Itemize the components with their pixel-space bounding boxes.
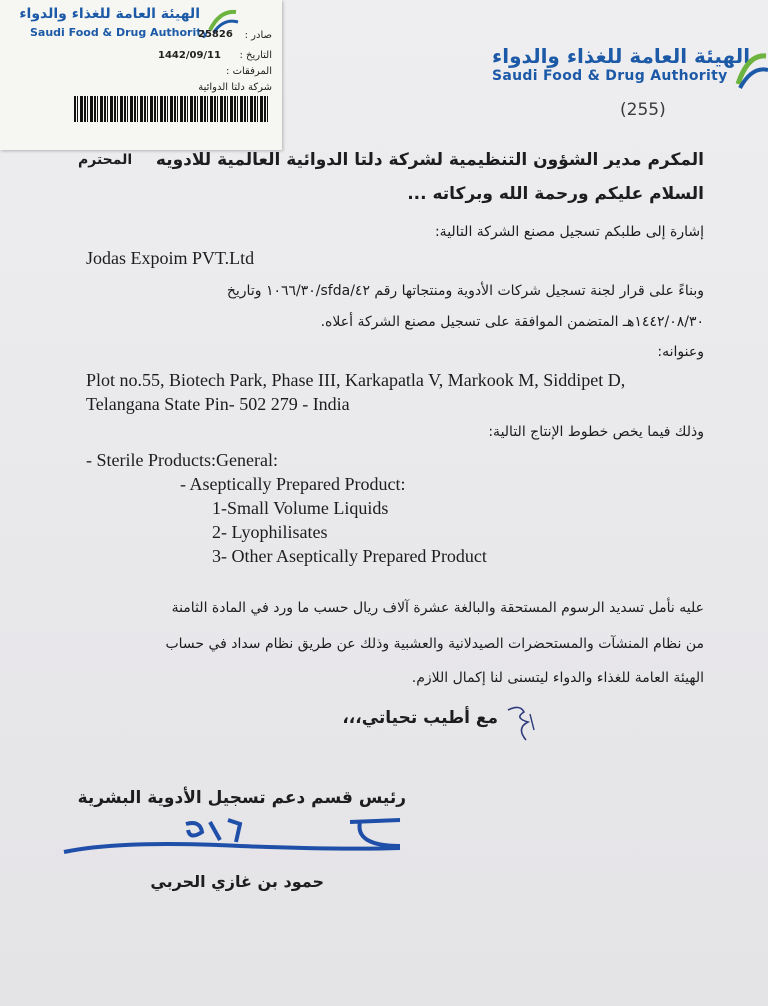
- stamp-authority-en: Saudi Food & Drug Authority: [30, 26, 209, 39]
- intro-text: إشارة إلى طلبكم تسجيل مصنع الشركة التالية:: [434, 224, 704, 240]
- closing: مع أطيب تحياتي،،،: [342, 708, 498, 728]
- production-lines-label: وذلك فيما يخص خطوط الإنتاج التالية:: [488, 424, 704, 440]
- address-line-1: Plot no.55, Biotech Park, Phase III, Karkapatla V, Markook M, Siddipet D,: [86, 370, 626, 390]
- address-line-2: Telangana State Pin- 502 279 - India: [86, 394, 350, 414]
- header-authority-en: Saudi Food & Drug Authority: [492, 68, 728, 84]
- address-label: وعنوانه:: [657, 344, 704, 360]
- registry-stamp: [0, 0, 282, 150]
- product-subcategory: - Aseptically Prepared Product:: [180, 474, 406, 494]
- signatory-title: رئيس قسم دعم تسجيل الأدوية البشرية: [77, 788, 406, 808]
- fees-line-1: عليه نأمل تسديد الرسوم المستحقة والبالغة عشرة آلاف ريال حسب ما ورد في المادة الثامنة: [171, 600, 704, 616]
- fees-line-3: الهيئة العامة للغذاء والدواء ليتسنى لنا إكمال اللازم.: [411, 670, 704, 686]
- product-item: 3- Other Aseptically Prepared Product: [212, 546, 487, 566]
- company-name: Jodas Expoim PVT.Ltd: [86, 248, 255, 268]
- reference-number: (255): [620, 100, 666, 120]
- product-category: - Sterile Products:General:: [86, 450, 278, 470]
- honorific: المحترم: [78, 152, 133, 168]
- salutation: المكرم مدير الشؤون التنظيمية لشركة دلتا الدوائية العالمية للادويه: [155, 150, 704, 170]
- stamp-issued-number: 25826: [198, 29, 233, 40]
- stamp-attachments-label: المرفقات :: [226, 66, 272, 77]
- stamp-date-value: 1442/09/11: [158, 50, 221, 61]
- initials-scribble-icon: [500, 700, 540, 746]
- stamp-authority-ar: الهيئة العامة للغذاء والدواء: [19, 6, 200, 22]
- sfda-header-logo-icon: [734, 48, 768, 92]
- decision-line-1: وبناءً على قرار لجنة تسجيل شركات الأدوية ومنتجاتها رقم ٤٢/sfda/١٠٦٦/٣٠ وتاريخ: [226, 283, 704, 299]
- product-item: 2- Lyophilisates: [212, 522, 328, 542]
- fees-line-2: من نظام المنشآت والمستحضرات الصيدلانية والعشبية وذلك عن طريق نظام سداد في حساب: [165, 636, 704, 652]
- stamp-company: شركة دلتا الدوائية: [198, 82, 272, 93]
- product-item: 1-Small Volume Liquids: [212, 498, 389, 518]
- header-authority-ar: الهيئة العامة للغذاء والدواء: [492, 44, 751, 68]
- stamp-date-label: التاريخ :: [239, 50, 272, 61]
- barcode: [74, 96, 270, 122]
- greeting: السلام عليكم ورحمة الله وبركاته ...: [407, 184, 704, 204]
- signatory-name: حمود بن غازي الحربي: [150, 872, 324, 891]
- handwritten-signature-icon: [60, 810, 420, 870]
- decision-line-2: ١٤٤٢/٠٨/٣٠هـ المتضمن الموافقة على تسجيل مصنع الشركة أعلاه.: [320, 314, 704, 330]
- stamp-issued-label: صادر :: [244, 30, 272, 41]
